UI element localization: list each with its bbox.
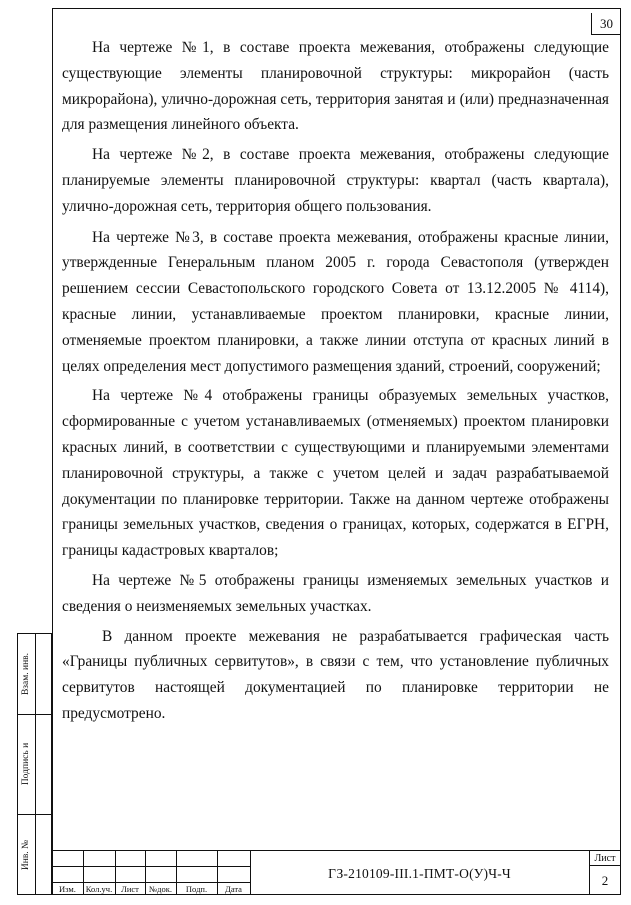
side-stamp xyxy=(17,633,52,895)
tb-col-izm: Изм. xyxy=(59,884,76,894)
page-number: 30 xyxy=(591,13,621,35)
tb-col-list: Лист xyxy=(121,884,139,894)
paragraph-drawing-5: На чертеже №5 отображены границы изменяемых земельных участков и сведения о неизменяемых земельных участках. xyxy=(62,571,609,615)
side-stamp-inv-no: Инв. № xyxy=(21,839,32,871)
paragraph-drawing-2: На чертеже №2, в составе проекта межевания, отображены следующие планируемые элементы планировочной структуры: квартал (часть квартала), улично-дорожная сеть, территория общего пользования. xyxy=(62,146,609,215)
tb-col-kol-uch: Кол.уч. xyxy=(85,884,113,894)
tb-col-data: Дата xyxy=(225,884,242,894)
document-body xyxy=(62,35,609,727)
tb-col-podp: Подп. xyxy=(185,884,208,894)
paragraph-drawing-1: На чертеже №1, в составе проекта межевания, отображены следующие существующие элементы планировочной структуры: микрорайон (часть микрорайона), улично-дорожная сеть, территория занятая и (или) предназначенная для размещения линейного объекта. xyxy=(62,39,609,134)
side-stamp-vzam-inv: Взам. инв. xyxy=(21,652,32,696)
paragraph-servitudes: В данном проекте межевания не разрабатывается графическая часть «Границы публичных сервитутов», в связи с тем, что установление публичных сервитутов настоящей документацией по планировке территории не предусмотрено. xyxy=(62,627,609,722)
side-stamp-podpis: Подпись и xyxy=(21,742,32,786)
title-block xyxy=(52,850,621,895)
document-code: ГЗ-210109-III.1-ПМТ-О(У)Ч-Ч xyxy=(328,865,511,881)
sheet-label: Лист xyxy=(589,851,621,866)
sheet-number: 2 xyxy=(601,873,609,888)
paragraph-drawing-4: На чертеже №4 отображены границы образуемых земельных участков, сформированные с учетом устанавливаемых (отменяемых) проектом планировки красных линий, в соответствии с существующими и планируемыми элементами планировочной структуры, а также с учетом целей и задач разрабатываемой документации по планировке территории. Также на данном чертеже отображены границы земельных участков, сведения о границах, которых, содержатся в ЕГРН, границы кадастровых кварталов; xyxy=(62,387,609,560)
tb-col-ndok: №док. xyxy=(149,884,172,894)
paragraph-drawing-3: На чертеже №3, в составе проекта межевания, отображены красные линии, утвержденные Генеральным планом 2005 г. города Севастополя (утвержден решением сессии Севастопольского городского Совета от 13.12.2005 № 4114), красные линии, устанавливаемые проектом планировки, красные линии, отменяемые проектом планировки, а также линии отступа от красных линий в целях определения мест допустимого размещения зданий, строений, сооружений; xyxy=(62,228,609,375)
